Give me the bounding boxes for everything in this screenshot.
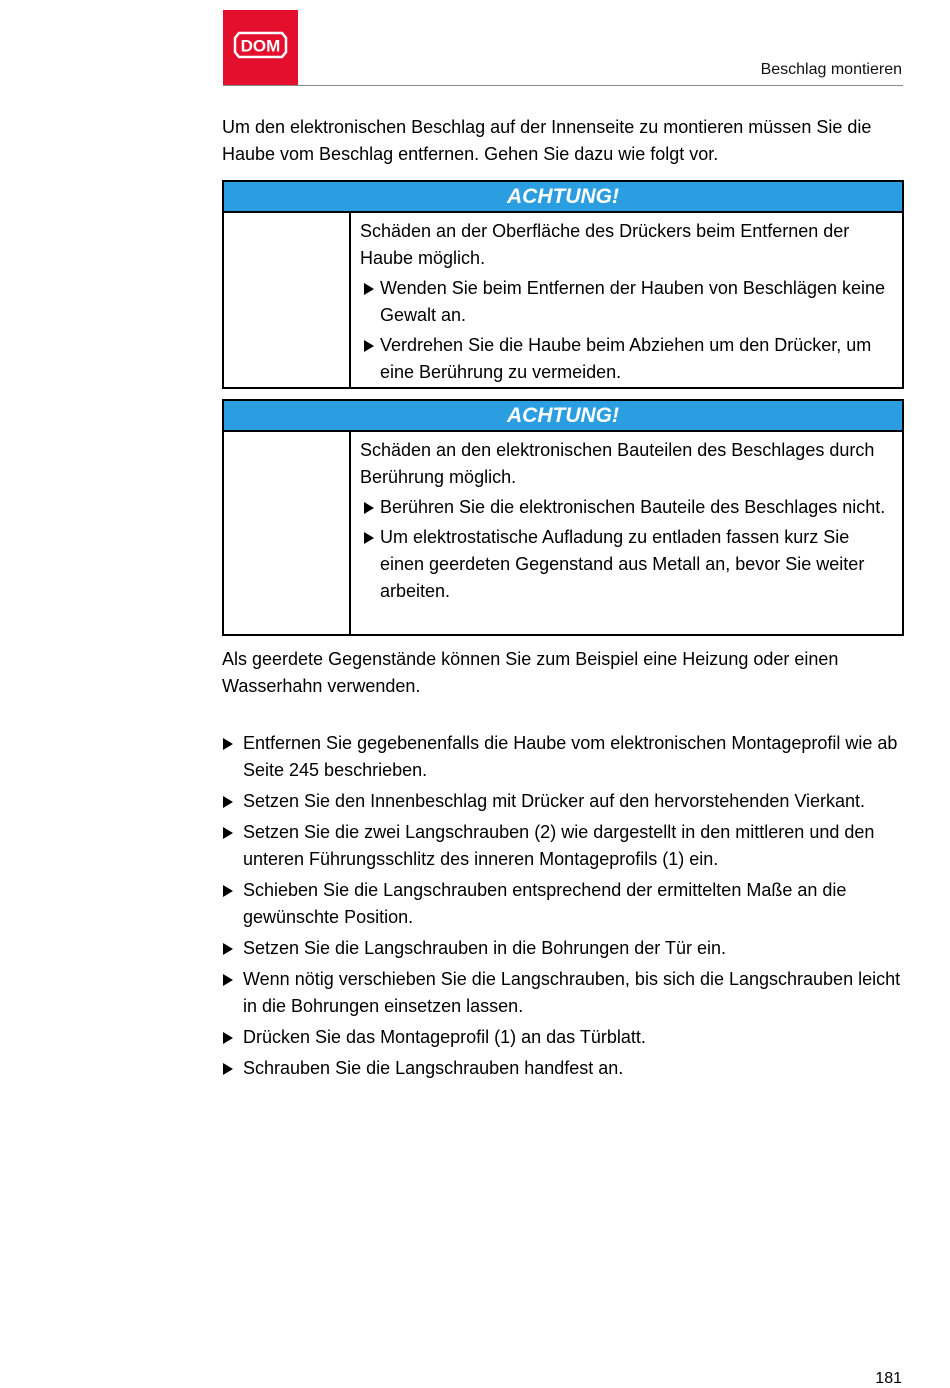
bullet-triangle-icon (223, 943, 233, 955)
intro-paragraph: Um den elektronischen Beschlag auf der Innenseite zu montieren müssen Sie die Haube vom Beschlag entfernen. Gehen Sie dazu wie folgt vor. (222, 117, 872, 164)
warning-description: Schäden an der Oberfläche des Drückers beim Entfernen der Haube möglich. (360, 221, 850, 268)
warning-icon-cell (224, 213, 351, 387)
warning-description: Schäden an den elektronischen Bauteilen des Beschlages durch Berührung möglich. (360, 440, 875, 487)
grounding-note: Als geerdete Gegenstände können Sie zum Beispiel eine Heizung oder einen Wasserhahn verwenden. (222, 649, 839, 696)
step-item: Wenn nötig verschieben Sie die Langschrauben, bis sich die Langschrauben leicht in die Bohrungen einsetzen lassen. (222, 966, 904, 1020)
step-item: Setzen Sie die zwei Langschrauben (2) wie dargestellt in den mittleren und den unteren Führungsschlitz des inneren Montageprofils (1) ein. (222, 819, 904, 873)
bullet-triangle-icon (223, 1032, 233, 1044)
warning-title: ACHTUNG! (224, 401, 902, 432)
bullet-triangle-icon (223, 738, 233, 750)
bullet-triangle-icon (364, 532, 374, 544)
bullet-triangle-icon (223, 974, 233, 986)
bullet-triangle-icon (223, 1063, 233, 1075)
header-title: Beschlag montieren (760, 61, 902, 78)
bullet-triangle-icon (364, 283, 374, 295)
step-item: Schrauben Sie die Langschrauben handfest an. (222, 1055, 904, 1082)
warning-icon-cell (224, 432, 351, 634)
warning-title: ACHTUNG! (224, 182, 902, 213)
step-item: Schieben Sie die Langschrauben entsprechend der ermittelten Maße an die gewünschte Position. (222, 877, 904, 931)
warning-bullet: Um elektrostatische Aufladung zu entladen fassen kurz Sie einen geerdeten Gegenstand aus Metall an, bevor Sie weiter arbeiten. (360, 524, 892, 605)
dom-logo (223, 10, 298, 85)
step-item: Entfernen Sie gegebenenfalls die Haube vom elektronischen Montageprofil wie ab Seite 245 beschrieben. (222, 730, 904, 784)
step-item: Setzen Sie den Innenbeschlag mit Drücker auf den hervorstehenden Vierkant. (222, 788, 904, 815)
dom-logo-mark (223, 10, 298, 85)
warning-bullet: Verdrehen Sie die Haube beim Abziehen um den Drücker, um eine Berührung zu vermeiden. (360, 332, 892, 386)
warning-box-surface (222, 180, 904, 389)
warning-box-electronics (222, 399, 904, 636)
bullet-triangle-icon (364, 340, 374, 352)
warning-bullet: Wenden Sie beim Entfernen der Hauben von Beschlägen keine Gewalt an. (360, 275, 892, 329)
bullet-triangle-icon (223, 885, 233, 897)
bullet-triangle-icon (223, 796, 233, 808)
step-list (222, 730, 904, 1086)
svg-text:DOM: DOM (240, 36, 281, 56)
step-item: Setzen Sie die Langschrauben in die Bohrungen der Tür ein. (222, 935, 904, 962)
page-number: 181 (875, 1370, 902, 1387)
bullet-triangle-icon (364, 502, 374, 514)
step-item: Drücken Sie das Montageprofil (1) an das Türblatt. (222, 1024, 904, 1051)
warning-bullet: Berühren Sie die elektronischen Bauteile des Beschlages nicht. (360, 494, 892, 521)
header-divider (223, 85, 903, 86)
bullet-triangle-icon (223, 827, 233, 839)
